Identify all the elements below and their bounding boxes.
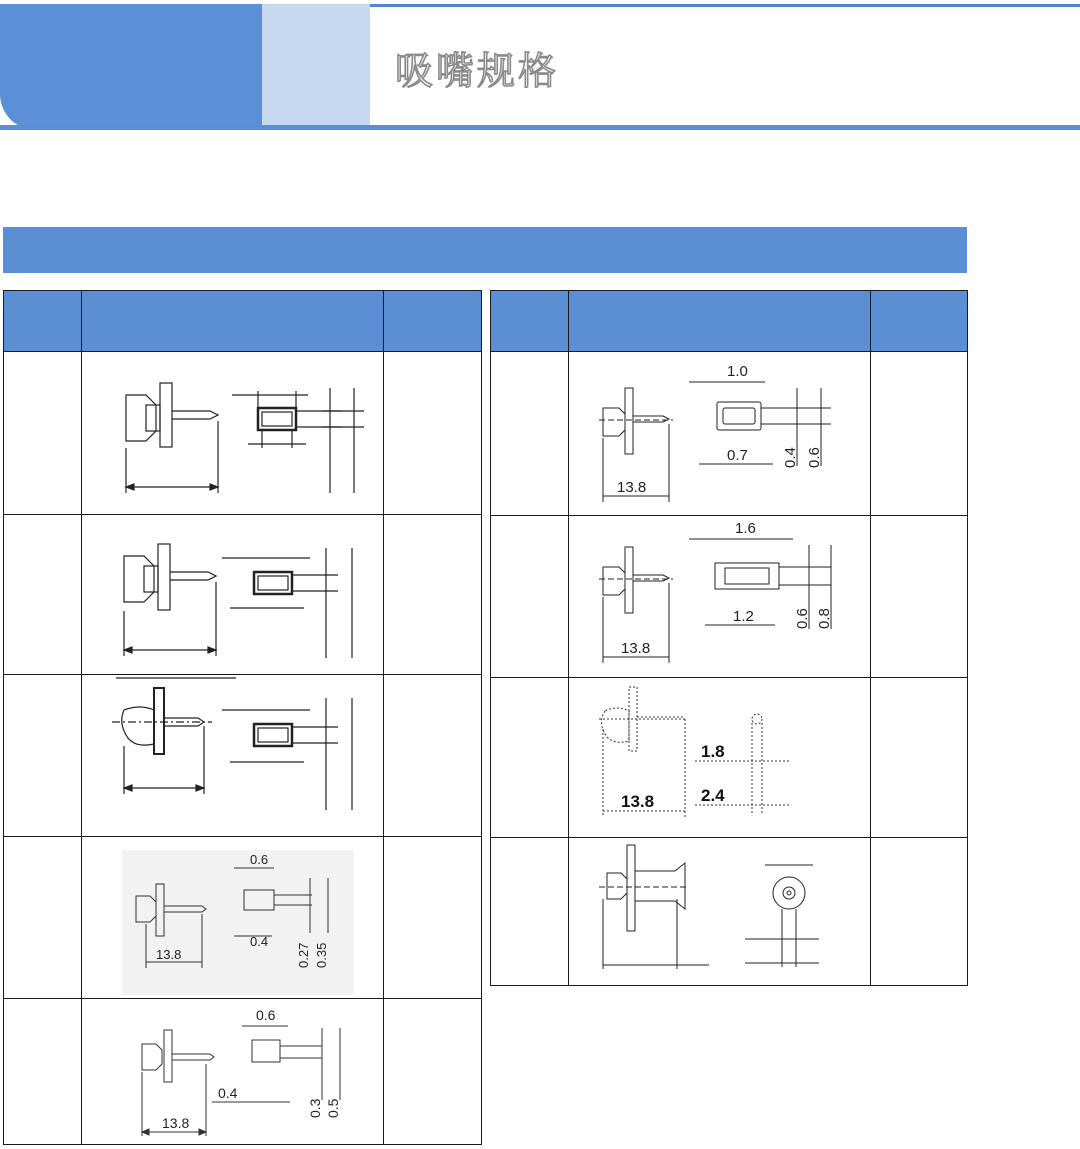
header-accent-block — [0, 4, 262, 130]
dim-label: 1.0 — [727, 362, 748, 380]
drawing-cell — [82, 675, 384, 837]
model-cell — [4, 837, 82, 999]
dim-label: 0.5 — [325, 1098, 341, 1118]
note-cell — [871, 678, 968, 838]
drawing-cell — [82, 837, 384, 999]
dim-label: 1.2 — [733, 607, 754, 625]
table-header-row — [491, 291, 968, 352]
header-cell — [82, 291, 384, 352]
dim-label: 0.6 — [250, 851, 269, 867]
dim-label: 1.8 — [701, 741, 725, 761]
dim-label: 0.3 — [307, 1098, 323, 1118]
header-bottom-line — [0, 125, 1080, 130]
note-cell — [384, 515, 482, 675]
note-cell — [871, 838, 968, 986]
header-cell — [569, 291, 871, 352]
nozzle-table-right — [490, 290, 968, 986]
note-cell — [384, 675, 482, 837]
dim-label: 0.6 — [794, 607, 811, 629]
model-cell — [4, 515, 82, 675]
drawing-cell — [569, 678, 871, 838]
dim-label: 0.8 — [816, 607, 833, 629]
dim-label: 13.8 — [621, 639, 651, 657]
table-row — [4, 515, 482, 675]
note-cell — [384, 999, 482, 1145]
model-cell — [491, 516, 569, 678]
table-row — [491, 516, 968, 678]
nozzle-drawing — [82, 676, 382, 836]
table-row — [491, 838, 968, 986]
nozzle-drawing — [82, 838, 382, 998]
dim-label: 13.8 — [617, 478, 647, 496]
table-row — [4, 837, 482, 999]
model-cell — [491, 678, 569, 838]
nozzle-drawing — [82, 353, 382, 513]
drawing-cell — [82, 515, 384, 675]
table-row — [4, 999, 482, 1145]
dim-label: 0.4 — [218, 1084, 238, 1101]
dim-label: 0.6 — [806, 446, 823, 468]
dim-label: 13.8 — [156, 946, 182, 962]
header-light-block — [262, 4, 370, 130]
table-row — [4, 675, 482, 837]
header-cell — [384, 291, 482, 352]
table-row — [4, 352, 482, 515]
table-row — [491, 352, 968, 516]
table-row — [491, 678, 968, 838]
note-cell — [384, 837, 482, 999]
drawing-cell — [569, 838, 871, 986]
nozzle-drawing — [82, 516, 382, 674]
dim-label: 0.35 — [314, 942, 329, 968]
note-cell — [871, 516, 968, 678]
model-cell — [491, 838, 569, 986]
dim-label: 0.27 — [296, 942, 311, 968]
section-band — [3, 227, 967, 273]
dim-label: 2.4 — [701, 785, 725, 805]
note-cell — [871, 352, 968, 516]
model-cell — [4, 352, 82, 515]
drawing-cell — [569, 516, 871, 678]
nozzle-drawing — [569, 679, 869, 837]
header-cell — [491, 291, 569, 352]
nozzle-drawing — [82, 1000, 382, 1144]
dim-label: 0.6 — [256, 1006, 276, 1023]
dim-label: 1.6 — [735, 519, 756, 537]
model-cell — [4, 999, 82, 1145]
drawing-cell — [82, 999, 384, 1145]
drawing-cell — [569, 352, 871, 516]
table-header-row — [4, 291, 482, 352]
drawing-cell — [82, 352, 384, 515]
header-cell — [4, 291, 82, 352]
dim-label: 0.7 — [727, 446, 748, 464]
note-cell — [384, 352, 482, 515]
header-cell — [871, 291, 968, 352]
page-header — [0, 0, 1080, 132]
dim-label: 0.4 — [782, 446, 799, 468]
nozzle-drawing — [569, 517, 869, 677]
nozzle-drawing — [569, 354, 869, 514]
dim-label: 13.8 — [621, 791, 655, 811]
dim-label: 13.8 — [162, 1114, 190, 1131]
model-cell — [491, 352, 569, 516]
model-cell — [4, 675, 82, 837]
page-title: 吸嘴规格 — [395, 49, 560, 93]
nozzle-drawing — [569, 839, 869, 985]
nozzle-table-left — [3, 290, 482, 1145]
dim-label: 0.4 — [250, 933, 269, 949]
